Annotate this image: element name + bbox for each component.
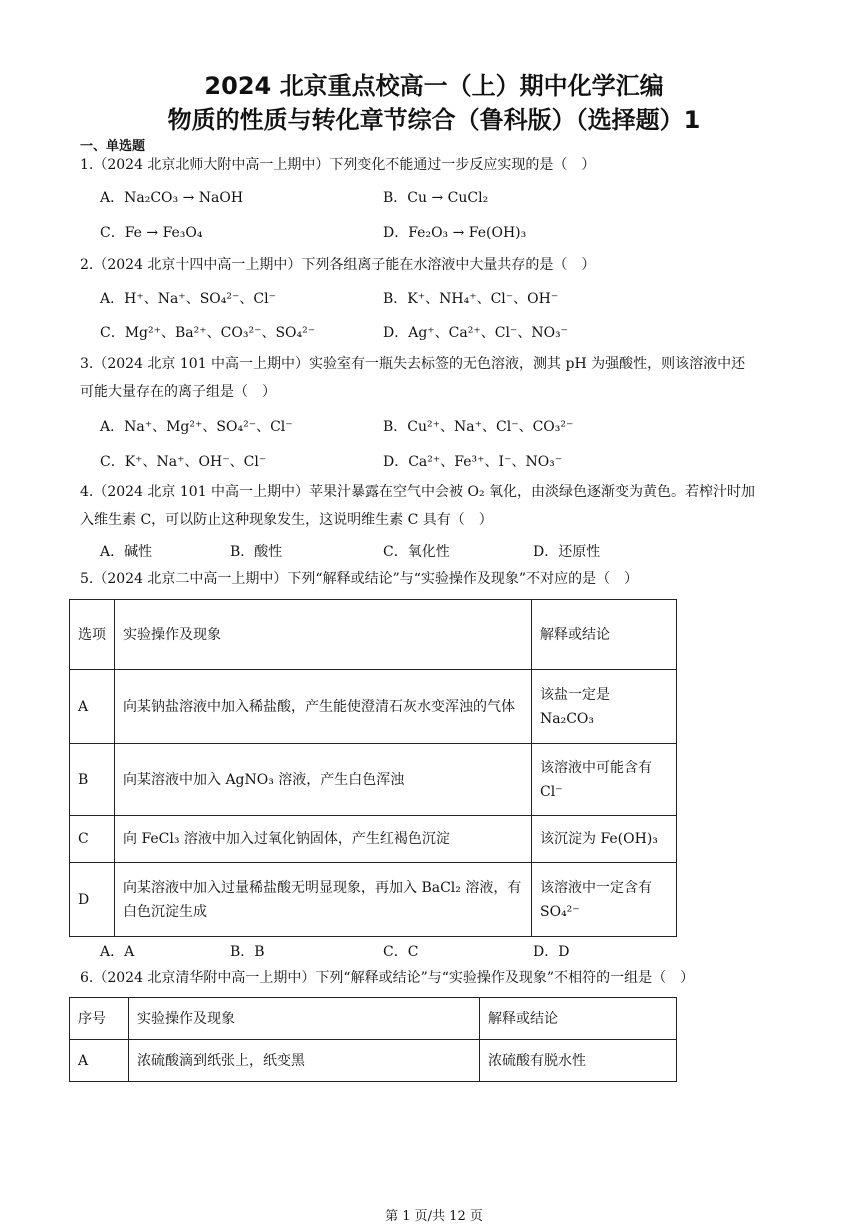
title-line-2: 物质的性质与转化章节综合（鲁科版）（选择题）1 [167,106,701,134]
question-1-stem: 1.（2024 北京北师大附中高一上期中）下列变化不能通过一步反应实现的是（ ） [80,157,596,173]
question-3-stem-line-2: 可能大量存在的离子组是（ ） [80,384,276,400]
q1-option-c: C．Fe → Fe₃O₄ [100,225,203,241]
q2-option-a: A．H⁺、Na⁺、SO₄²⁻、Cl⁻ [100,291,276,307]
q2-option-b: B．K⁺、NH₄⁺、Cl⁻、OH⁻ [383,291,559,307]
q4-option-b: B．酸性 [230,544,283,560]
table-cell: 向某溶液中加入 AgNO₃ 溶液，产生白色浑浊 [115,744,532,816]
table-header-row [70,600,677,670]
table-header-row [70,998,677,1040]
q4-option-c: C．氧化性 [383,544,450,560]
q5-option-d: D．D [533,944,570,960]
q2-option-d: D．Ag⁺、Ca²⁺、Cl⁻、NO₃⁻ [383,325,569,341]
question-4-stem-line-2: 入维生素 C，可以防止这种现象发生，这说明维生素 C 具有（ ） [80,512,493,528]
table-cell: B [70,744,115,816]
table-cell: 浓硫酸有脱水性 [480,1040,677,1082]
table-row [70,670,677,744]
table-row [70,1040,677,1082]
q5-option-c: C．C [383,944,419,960]
question-5-stem: 5.（2024 北京二中高一上期中）下列“解释或结论”与“实验操作及现象”不对应的是（ ） [80,571,639,587]
table-cell: A [70,670,115,744]
table-cell: 浓硫酸滴到纸张上，纸变黑 [129,1040,480,1082]
q3-option-c: C．K⁺、Na⁺、OH⁻、Cl⁻ [100,454,267,470]
q4-option-d: D．还原性 [533,544,601,560]
table-header-cell: 选项 [70,600,115,670]
q1-option-d: D．Fe₂O₃ → Fe(OH)₃ [383,225,527,241]
q1-option-b: B．Cu → CuCl₂ [383,190,489,206]
q2-option-c: C．Mg²⁺、Ba²⁺、CO₃²⁻、SO₄²⁻ [100,325,316,341]
table-row [70,816,677,863]
q5-option-b: B．B [230,944,265,960]
table-row [70,744,677,816]
q5-option-a: A．A [100,944,135,960]
table-row [70,863,677,937]
question-3-stem-line-1: 3.（2024 北京 101 中高一上期中）实验室有一瓶失去标签的无色溶液，测其 pH 为强酸性，则该溶液中还 [80,356,746,372]
section-heading: 一、单选题 [80,139,146,154]
q6-table [69,997,677,1082]
table-cell: 向某钠盐溶液中加入稀盐酸，产生能使澄清石灰水变浑浊的气体 [115,670,532,744]
table-header-cell: 实验操作及现象 [115,600,532,670]
table-cell: D [70,863,115,937]
table-cell: 向 FeCl₃ 溶液中加入过氧化钠固体，产生红褐色沉淀 [115,816,532,863]
table-cell: A [70,1040,129,1082]
table-cell: 该沉淀为 Fe(OH)₃ [532,816,677,863]
table-cell: 该盐一定是 Na₂CO₃ [532,670,677,744]
title-line-1: 2024 北京重点校高一（上）期中化学汇编 [204,72,664,100]
q3-option-b: B．Cu²⁺、Na⁺、Cl⁻、CO₃²⁻ [383,419,574,435]
question-4-stem-line-1: 4.（2024 北京 101 中高一上期中）苹果汁暴露在空气中会被 O₂ 氧化，由淡绿色逐渐变为黄色。若榨汁时加 [80,484,756,500]
table-cell: 该溶液中一定含有 SO₄²⁻ [532,863,677,937]
q5-table [69,599,677,937]
q3-option-d: D．Ca²⁺、Fe³⁺、I⁻、NO₃⁻ [383,454,563,470]
question-6-stem: 6.（2024 北京清华附中高一上期中）下列“解释或结论”与“实验操作及现象”不相符的一组是（ ） [80,970,695,986]
table-cell: C [70,816,115,863]
table-cell: 该溶液中可能含有 Cl⁻ [532,744,677,816]
page-footer: 第 1 页/共 12 页 [385,1209,483,1224]
table-header-cell: 解释或结论 [480,998,677,1040]
question-2-stem: 2.（2024 北京十四中高一上期中）下列各组离子能在水溶液中大量共存的是（ ） [80,257,596,273]
q4-option-a: A．碱性 [100,544,153,560]
q1-option-a: A．Na₂CO₃ → NaOH [100,190,244,206]
table-header-cell: 序号 [70,998,129,1040]
table-header-cell: 实验操作及现象 [129,998,480,1040]
table-cell: 向某溶液中加入过量稀盐酸无明显现象，再加入 BaCl₂ 溶液，有白色沉淀生成 [115,863,532,937]
table-header-cell: 解释或结论 [532,600,677,670]
q3-option-a: A．Na⁺、Mg²⁺、SO₄²⁻、Cl⁻ [100,419,293,435]
